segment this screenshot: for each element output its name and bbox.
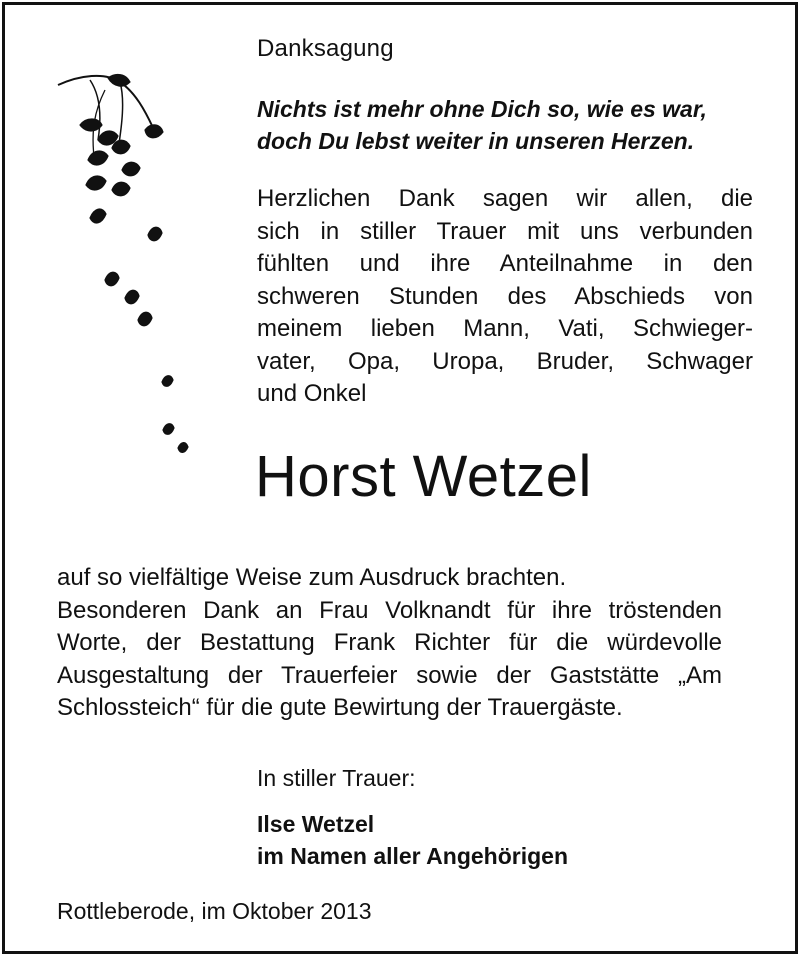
thanks-line: schweren Stunden des Abschieds von [257, 282, 753, 310]
signer-relatives: im Namen aller Angehörigen [257, 843, 568, 869]
body-line: Schlossteich“ für die gute Bewirtung der Trauergäste. [57, 694, 623, 721]
body-line: Besonderen Dank an Frau Volknandt für ihre tröstenden [57, 596, 722, 624]
falling-leaves-branch-icon [50, 70, 200, 470]
thanks-line: sich in stiller Trauer mit uns verbunden [257, 217, 753, 245]
place-date: Rottleberode, im Oktober 2013 [57, 898, 372, 924]
body-paragraph [57, 562, 722, 725]
thanks-line: Herzlichen Dank sagen wir allen, die [257, 185, 753, 212]
thanks-paragraph [257, 183, 753, 411]
motto-line: Nichts ist mehr ohne Dich so, wie es war, [257, 96, 707, 122]
obituary-card [2, 2, 798, 954]
signer-name: Ilse Wetzel [257, 811, 375, 837]
heading-danksagung: Danksagung [257, 35, 394, 62]
body-line: auf so vielfältige Weise zum Ausdruck brachten. [57, 564, 567, 591]
body-line: Worte, der Bestattung Frank Richter für die würdevolle [57, 629, 722, 656]
body-line: Ausgestaltung der Trauerfeier sowie der Gaststätte „Am [57, 661, 722, 689]
thanks-line: meinem lieben Mann, Vati, Schwieger- [257, 315, 753, 342]
motto [257, 93, 757, 157]
motto-line: doch Du lebst weiter in unseren Herzen. [257, 128, 695, 154]
deceased-name: Horst Wetzel [255, 444, 592, 509]
mourning-label: In stiller Trauer: [257, 765, 416, 791]
signers [257, 808, 568, 872]
thanks-line: fühlten und ihre Anteilnahme in den [257, 250, 753, 277]
thanks-line: vater, Opa, Uropa, Bruder, Schwager [257, 347, 753, 375]
thanks-line: und Onkel [257, 380, 367, 407]
